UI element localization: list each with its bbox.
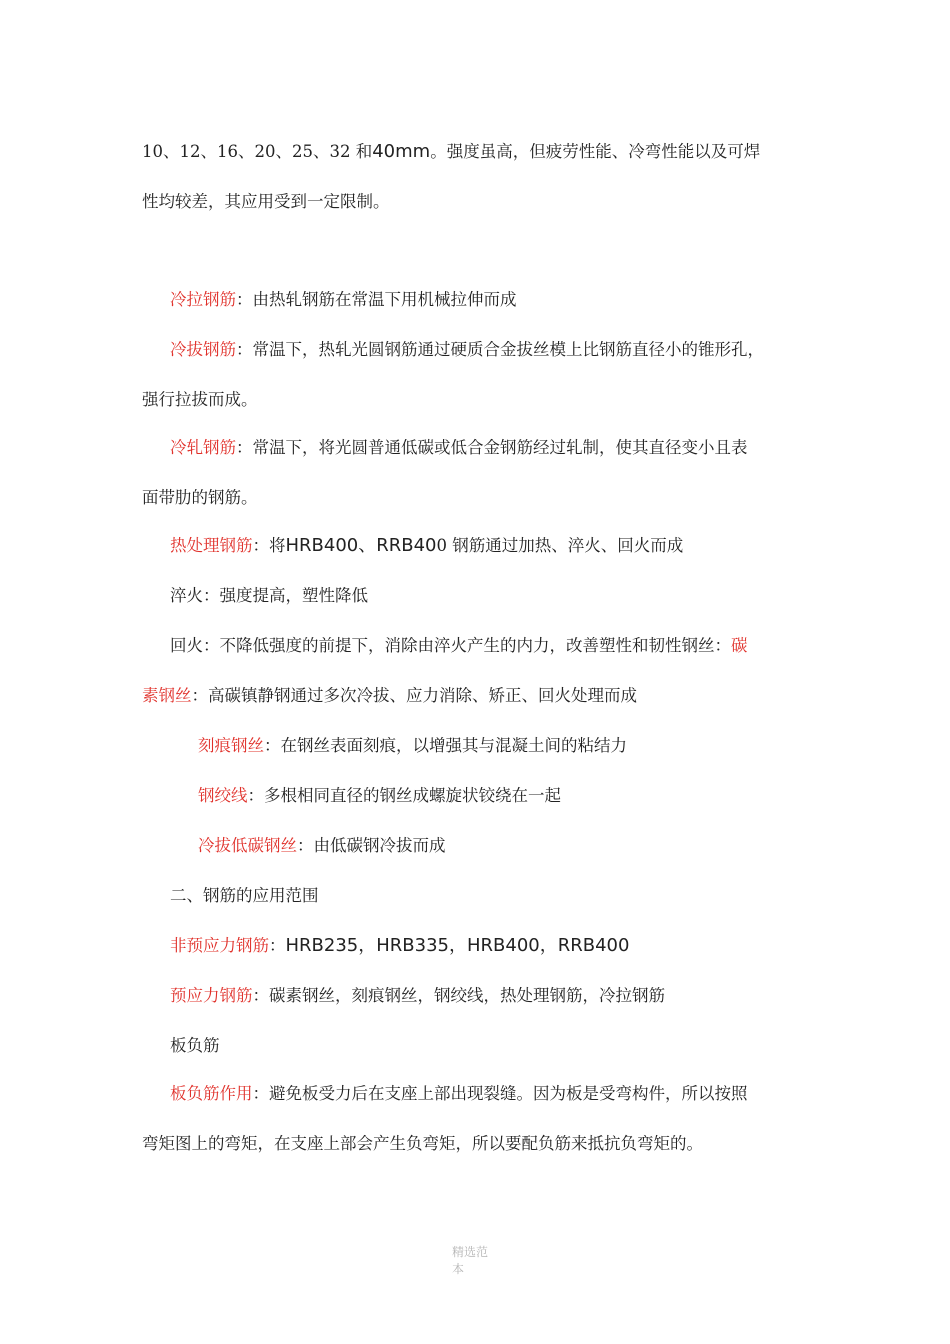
term-label: 冷拉钢筋: [170, 290, 236, 309]
definition-line: [170, 436, 748, 460]
paragraph-line: [142, 1132, 703, 1156]
definition-line: [170, 288, 517, 312]
paragraph-line: [170, 634, 748, 658]
definition-line: [170, 534, 683, 558]
text-span: 性均较差，其应用受到一定限制。: [142, 192, 390, 211]
text-span: 淬火：强度提高，塑性降低: [170, 586, 368, 605]
text-span: 40mm: [372, 141, 431, 162]
term-label: 板负筋作用: [170, 1084, 253, 1103]
term-label: 预应力钢筋: [170, 986, 253, 1005]
text-span: ：: [269, 936, 286, 955]
paragraph-line: [142, 388, 258, 412]
text-span: HRB400、RRB40: [285, 535, 437, 556]
definition-text: ：常温下，将光圆普通低碳或低合金钢筋经过轧制，使其直径变小且表: [236, 438, 748, 457]
section-heading: [170, 884, 319, 908]
term-label: 热处理钢筋: [170, 536, 253, 555]
text-span: 10、12、16、20、25、32 和: [142, 142, 373, 161]
term-label: 碳: [731, 636, 748, 655]
definition-line: [170, 338, 764, 362]
definition-line: [170, 1082, 748, 1106]
text-span: 二、钢筋的应用范围: [170, 886, 319, 905]
paragraph-line: [142, 140, 760, 164]
text-span: 强行拉拔而成。: [142, 390, 258, 409]
term-label: 钢绞线: [198, 786, 248, 805]
text-span: ：将: [252, 536, 286, 555]
definition-text: ：由低碳钢冷拔而成: [297, 836, 446, 855]
text-span: 面带肋的钢筋。: [142, 488, 258, 507]
page-footer: 精选范本: [452, 1245, 489, 1276]
term-label: 非预应力钢筋: [170, 936, 269, 955]
term-label: 刻痕钢丝: [198, 736, 264, 755]
text-span: 弯矩图上的弯矩，在支座上部会产生负弯矩，所以要配负筋来抵抗负弯矩的。: [142, 1134, 703, 1153]
definition-text: ：避免板受力后在支座上部出现裂缝。因为板是受弯构件，所以按照: [252, 1084, 748, 1103]
definition-text: ：在钢丝表面刻痕，以增强其与混凝土间的粘结力: [264, 736, 627, 755]
definition-line: [142, 684, 637, 708]
term-label: 冷拔钢筋: [170, 340, 236, 359]
definition-text: ：常温下，热轧光圆钢筋通过硬质合金拔丝模上比钢筋直径小的锥形孔，: [236, 340, 764, 359]
term-label: 冷拔低碳钢丝: [198, 836, 297, 855]
definition-text: ：多根相同直径的钢丝成螺旋状铰绕在一起: [247, 786, 561, 805]
text-span: HRB235，HRB335，HRB400，RRB400: [285, 935, 630, 956]
paragraph-line: [170, 1034, 220, 1058]
definition-line: [198, 734, 627, 758]
definition-line: [198, 834, 446, 858]
definition-line: [198, 784, 561, 808]
definition-text: ：由热轧钢筋在常温下用机械拉伸而成: [236, 290, 517, 309]
paragraph-line: [142, 190, 390, 214]
term-label: 冷轧钢筋: [170, 438, 236, 457]
text-span: 0 钢筋通过加热、淬火、回火而成: [436, 536, 684, 555]
paragraph-line: [170, 584, 368, 608]
definition-line: [170, 934, 629, 958]
text-span: 回火：不降低强度的前提下，消除由淬火产生的内力，改善塑性和韧性钢丝：: [170, 636, 731, 655]
text-span: 板负筋: [170, 1036, 220, 1055]
term-label: 素钢丝: [142, 686, 192, 705]
paragraph-line: [142, 486, 258, 510]
definition-text: ：高碳镇静钢通过多次冷拔、应力消除、矫正、回火处理而成: [191, 686, 637, 705]
definition-text: ：碳素钢丝，刻痕钢丝，钢绞线，热处理钢筋，冷拉钢筋: [252, 986, 665, 1005]
text-span: 。强度虽高，但疲劳性能、冷弯性能以及可焊: [430, 142, 761, 161]
definition-line: [170, 984, 665, 1008]
